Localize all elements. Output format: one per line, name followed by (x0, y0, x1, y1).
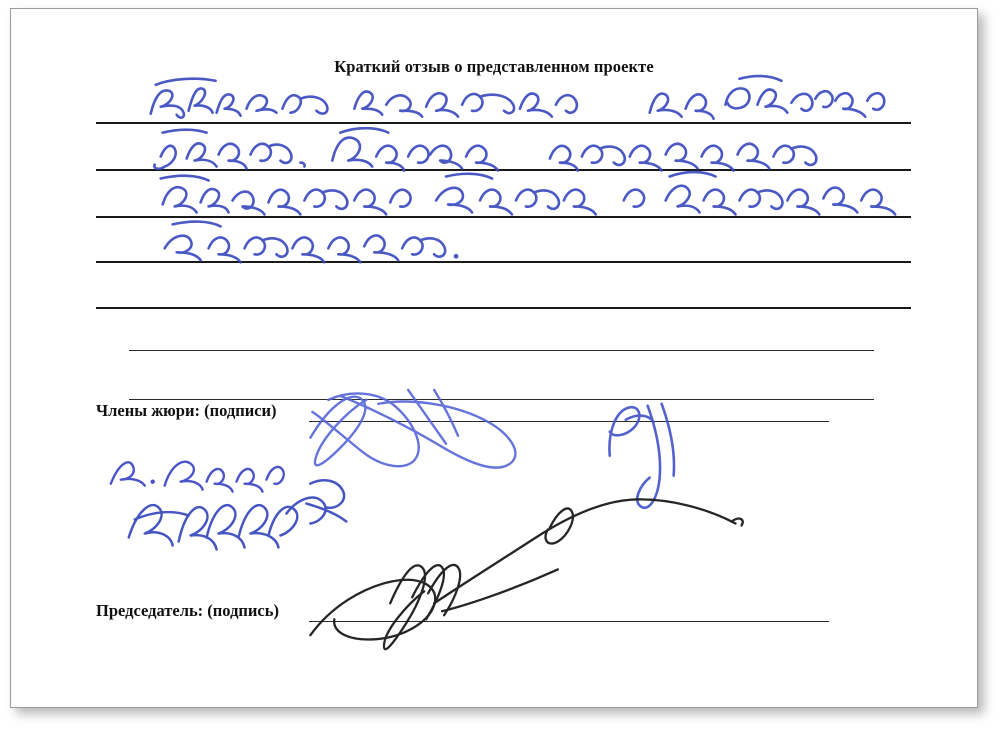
jury-label: Члены жюри: (подписи) (96, 401, 277, 420)
rule-line-4 (96, 261, 911, 263)
rule-line-1 (96, 122, 911, 124)
rule-line-6 (129, 350, 874, 351)
rule-line-2 (96, 169, 911, 171)
rule-line-7 (129, 399, 874, 400)
rule-line-5 (96, 307, 911, 309)
chairman-label: Председатель: (подпись) (96, 601, 279, 620)
jury-signature-line (309, 421, 829, 422)
rule-line-3 (96, 216, 911, 218)
page-title: Краткий отзыв о представленном проекте (334, 57, 654, 76)
document-page (10, 8, 978, 708)
chairman-signature-line (309, 621, 829, 622)
